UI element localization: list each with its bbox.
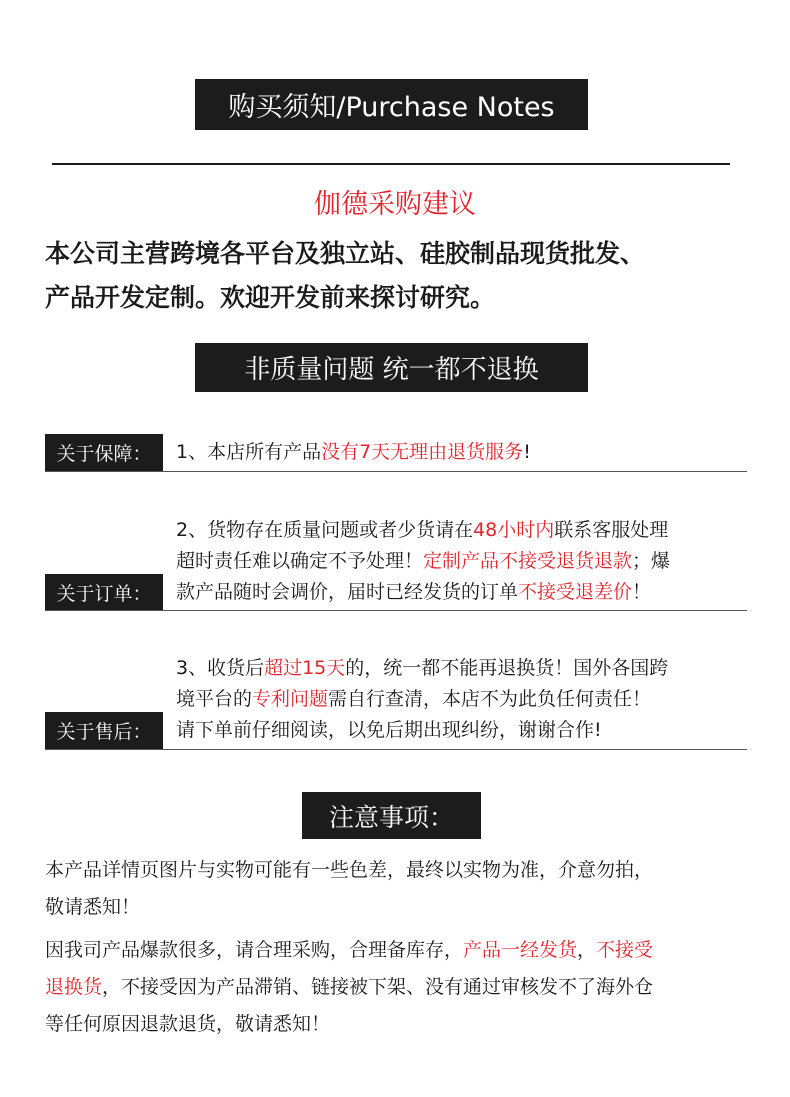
text-segment: 的，统一都不能再退换货！国外各国跨 bbox=[345, 657, 669, 679]
advice-line-1: 本公司主营跨境各平台及独立站、硅胶制品现货批发、 bbox=[45, 239, 646, 268]
header-divider bbox=[52, 163, 730, 165]
policy-title-box bbox=[195, 343, 588, 392]
notes-title-box bbox=[302, 792, 481, 839]
tag-order-label: 关于订单： bbox=[56, 583, 152, 605]
tag-after-sales bbox=[45, 712, 163, 749]
text-segment: 3、收货后 bbox=[176, 657, 265, 679]
text-segment: 请下单前仔细阅读，以免后期出现纠纷，谢谢合作! bbox=[176, 719, 602, 741]
highlight-text: 不接受退差价 bbox=[518, 581, 633, 603]
text-segment: 1、本店所有产品 bbox=[176, 441, 322, 463]
text-segment: 联系客服处理 bbox=[554, 519, 669, 541]
highlight-text: 退换货 bbox=[45, 976, 103, 998]
text-segment: 敬请悉知！ bbox=[45, 896, 141, 918]
after-sales-text bbox=[176, 653, 668, 746]
highlight-text: 48小时内 bbox=[473, 519, 555, 541]
highlight-text: 定制产品不接受退货退款 bbox=[423, 550, 633, 572]
text-line bbox=[45, 852, 653, 889]
text-line bbox=[176, 515, 670, 546]
guarantee-text bbox=[176, 437, 531, 468]
text-line bbox=[176, 715, 668, 746]
text-line bbox=[176, 684, 668, 715]
order-text bbox=[176, 515, 670, 608]
text-line bbox=[176, 546, 670, 577]
text-segment: 本产品详情页图片与实物可能有一些色差，最终以实物为准，介意勿拍， bbox=[45, 859, 654, 881]
text-segment: 因我司产品爆款很多，请合理采购，合理备库存， bbox=[45, 939, 464, 961]
text-segment: ；爆 bbox=[632, 550, 671, 572]
text-line bbox=[45, 889, 653, 926]
text-line bbox=[45, 932, 653, 969]
text-line bbox=[176, 577, 670, 608]
header-title-box bbox=[195, 79, 588, 130]
text-line bbox=[176, 653, 668, 684]
highlight-text: 产品一经发货 bbox=[463, 939, 578, 961]
notes-paragraph-2 bbox=[45, 932, 653, 1043]
text-line bbox=[176, 437, 531, 468]
text-segment: 超时责任难以确定不予处理！ bbox=[176, 550, 424, 572]
header-title: 购买须知/Purchase Notes bbox=[228, 92, 555, 123]
text-segment: 境平台的 bbox=[176, 688, 253, 710]
text-line bbox=[45, 1006, 653, 1043]
tag-guarantee bbox=[45, 434, 163, 471]
highlight-text: 不接受 bbox=[596, 939, 654, 961]
tag-after-sales-label: 关于售后： bbox=[56, 721, 152, 743]
tag-guarantee-label: 关于保障： bbox=[56, 443, 152, 465]
section-divider bbox=[45, 610, 747, 611]
notes-paragraph-1 bbox=[45, 852, 653, 926]
text-line bbox=[45, 969, 653, 1006]
advice-title: 伽德采购建议 bbox=[314, 189, 476, 220]
notes-title: 注意事项： bbox=[328, 802, 454, 832]
highlight-text: 没有7天无理由退货服务 bbox=[321, 441, 524, 463]
tag-order bbox=[45, 574, 163, 611]
text-segment: ， bbox=[577, 939, 597, 961]
text-segment: 2、货物存在质量问题或者少货请在 bbox=[176, 519, 474, 541]
text-segment: 需自行查清，本店不为此负任何责任！ bbox=[328, 688, 652, 710]
advice-line-2: 产品开发定制。欢迎开发前来探讨研究。 bbox=[45, 283, 496, 312]
text-segment: ! bbox=[523, 441, 531, 463]
text-segment: 款产品随时会调价，届时已经发货的订单 bbox=[176, 581, 519, 603]
policy-title: 非质量问题 统一都不退换 bbox=[244, 355, 539, 385]
text-segment: ！ bbox=[632, 581, 652, 603]
section-divider bbox=[45, 471, 747, 472]
text-segment: ，不接受因为产品滞销、链接被下架、没有通过审核发不了海外仓 bbox=[102, 976, 654, 998]
section-divider bbox=[45, 749, 747, 750]
highlight-text: 专利问题 bbox=[252, 688, 329, 710]
highlight-text: 超过15天 bbox=[264, 657, 346, 679]
text-segment: 等任何原因退款退货，敬请悉知！ bbox=[45, 1013, 331, 1035]
